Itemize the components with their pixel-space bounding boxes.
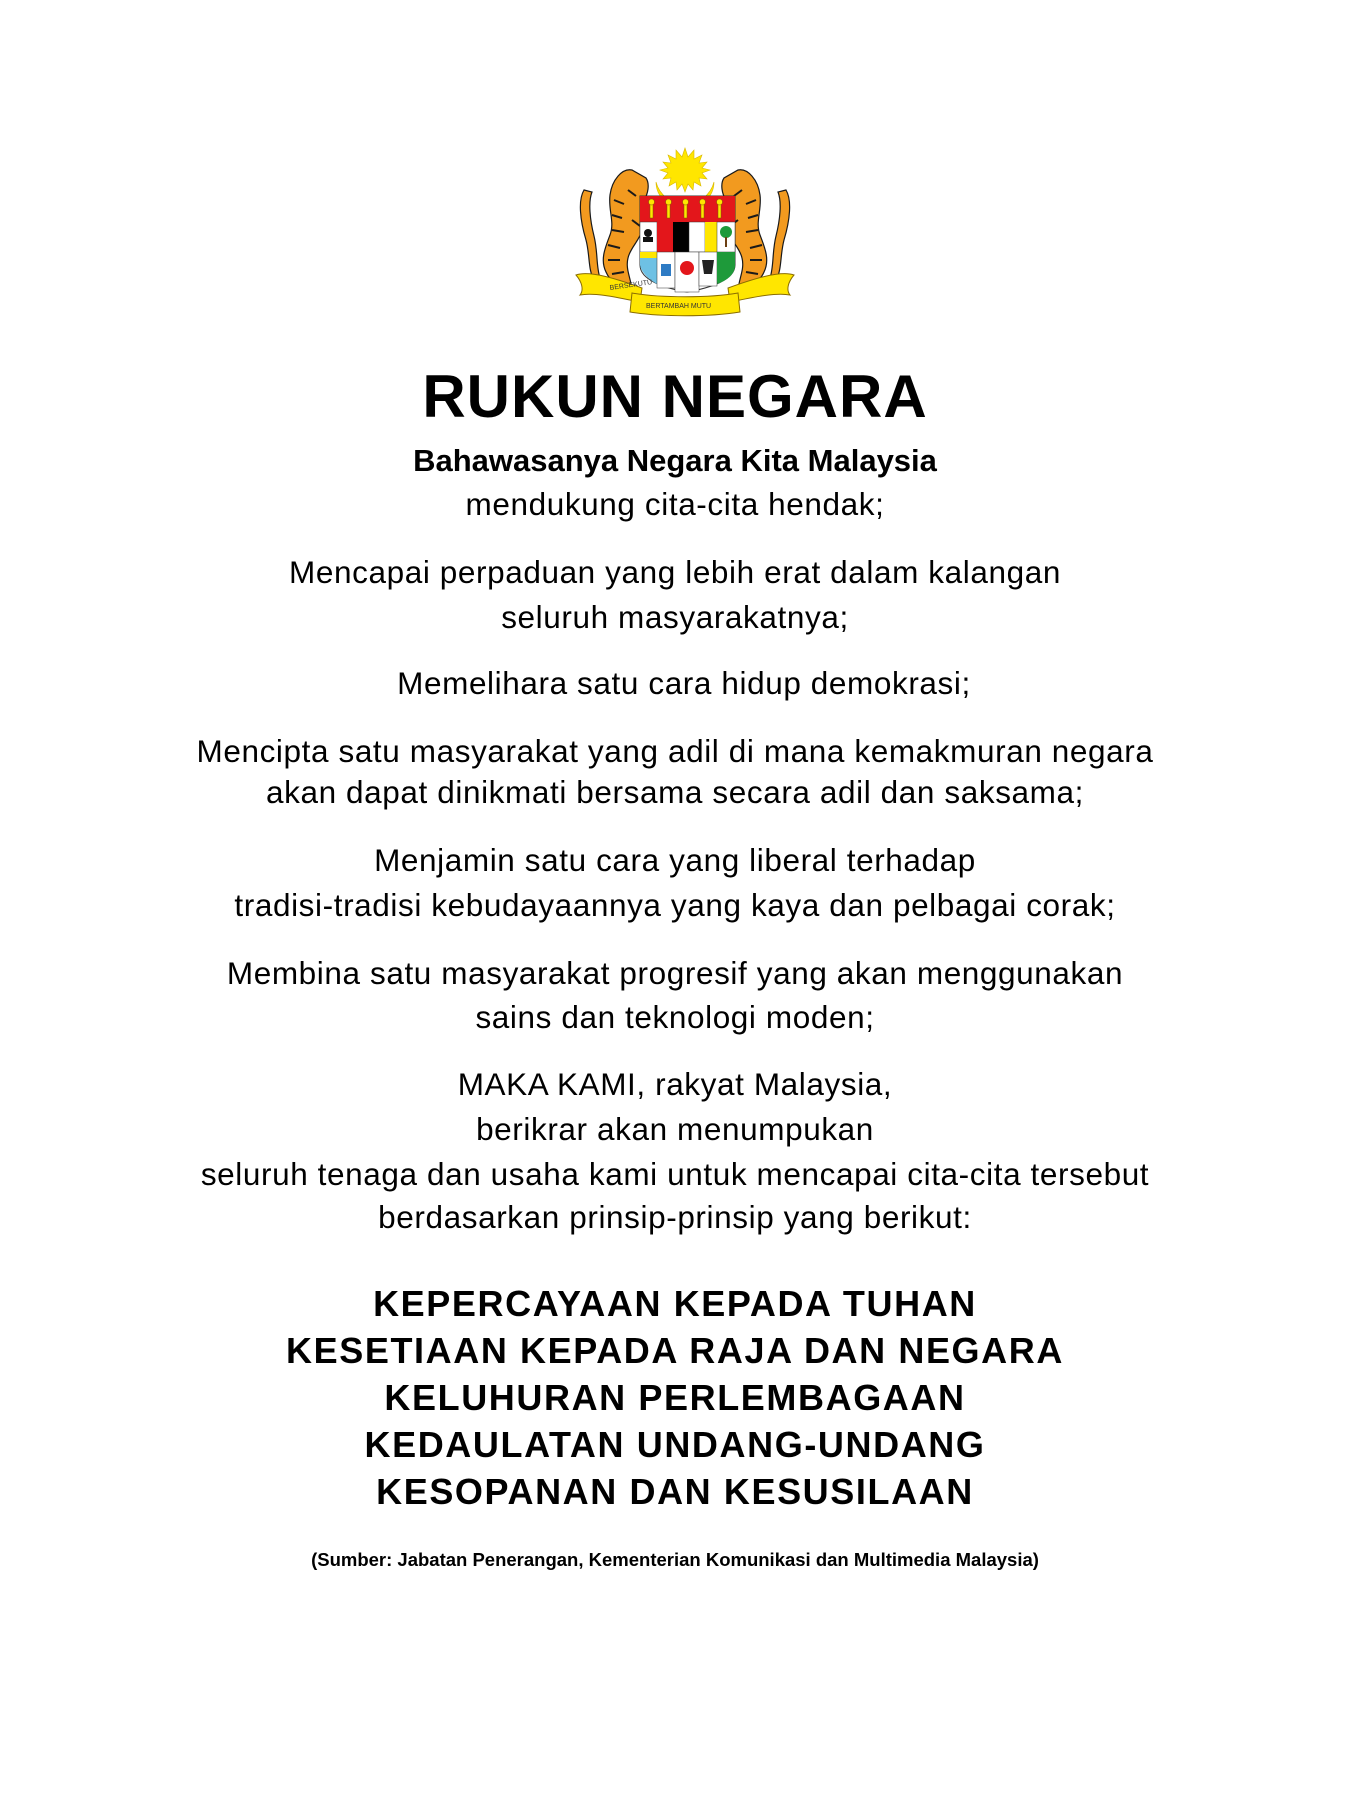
- principle-2: KESETIAAN KEPADA RAJA DAN NEGARA: [286, 1330, 1064, 1371]
- svg-text:BERTAMBAH MUTU: BERTAMBAH MUTU: [646, 303, 712, 310]
- aspiration-3-line-1: Mencipta satu masyarakat yang adil di mana kemakmuran negara: [196, 733, 1154, 769]
- shield-icon: [640, 196, 735, 292]
- aspiration-3-line-2: akan dapat dinikmati bersama secara adil dan saksama;: [266, 774, 1084, 810]
- aspiration-1-line-2: seluruh masyarakatnya;: [501, 599, 849, 635]
- svg-text:BERSEKUTU: BERSEKUTU: [609, 279, 653, 292]
- principle-1: KEPERCAYAAN KEPADA TUHAN: [373, 1283, 977, 1324]
- aspiration-1-line-1: Mencapai perpaduan yang lebih erat dalam kalangan: [289, 554, 1061, 590]
- principle-3: KELUHURAN PERLEMBAGAAN: [384, 1377, 966, 1418]
- pledge-line-1: MAKA KAMI, rakyat Malaysia,: [457, 1066, 893, 1102]
- page-title: RUKUN NEGARA: [422, 363, 928, 430]
- aspiration-5-line-1: Membina satu masyarakat progresif yang akan menggunakan: [226, 955, 1124, 991]
- preamble-heading: Bahawasanya Negara Kita Malaysia: [413, 443, 937, 478]
- aspiration-5-line-2: sains dan teknologi moden;: [475, 999, 875, 1035]
- coat-of-arms-emblem: [570, 140, 800, 325]
- principle-4: KEDAULATAN UNDANG-UNDANG: [364, 1424, 986, 1465]
- pledge-line-2: berikrar akan menumpukan: [476, 1111, 874, 1147]
- aspiration-4-line-1: Menjamin satu cara yang liberal terhadap: [374, 842, 976, 878]
- principle-5: KESOPANAN DAN KESUSILAAN: [376, 1471, 974, 1512]
- preamble-line: mendukung cita-cita hendak;: [465, 486, 885, 522]
- pledge-line-3: seluruh tenaga dan usaha kami untuk mencapai cita-cita tersebut: [200, 1156, 1150, 1192]
- star-icon: [660, 148, 710, 192]
- aspiration-4-line-2: tradisi-tradisi kebudayaannya yang kaya dan pelbagai corak;: [234, 887, 1116, 923]
- pledge-line-4: berdasarkan prinsip-prinsip yang berikut:: [378, 1199, 972, 1235]
- source-citation: (Sumber: Jabatan Penerangan, Kementerian Komunikasi dan Multimedia Malaysia): [311, 1549, 1039, 1570]
- aspiration-2-line-1: Memelihara satu cara hidup demokrasi;: [397, 665, 971, 701]
